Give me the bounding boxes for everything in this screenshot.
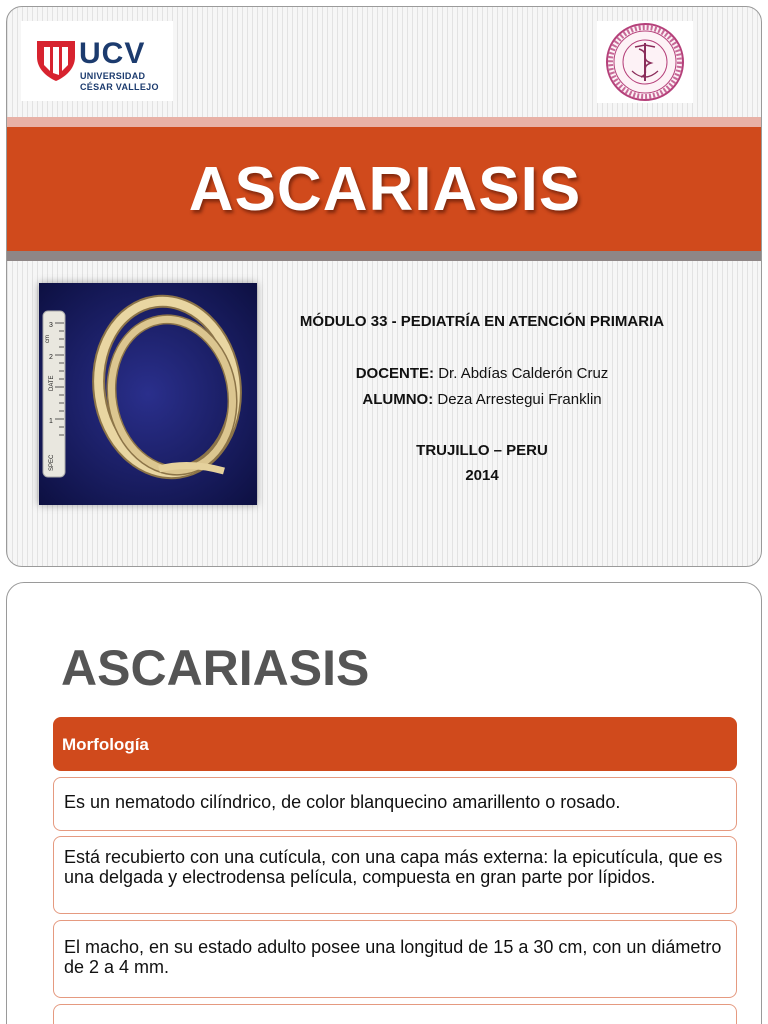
ucv-shield-icon [35,37,77,83]
ucv-university-line: UNIVERSIDAD [80,71,146,81]
ruler-number-3: 3 [49,322,53,329]
title-banner [7,127,762,251]
slide-title: ASCARIASIS [188,154,582,224]
ucv-name-line: CÉSAR VALLEJO [80,82,159,92]
year: 2014 [465,467,499,484]
list-item: Es un nematodo cilíndrico, de color blanquecino amarillento o rosado. [53,777,737,831]
alumno-value: Deza Arrestegui Franklin [437,391,602,408]
caduceus-seal-icon [599,21,691,103]
ruler-number-1: 1 [49,418,53,425]
pink-stripe [7,117,762,127]
docente-value: Dr. Abdías Calderón Cruz [438,365,609,382]
ruler-date-label: DATE [49,375,55,391]
content-title: ASCARIASIS [61,640,370,696]
docente-line [257,365,707,382]
list-item: Está recubierto con una cutícula, con una capa más externa: la epicutícula, que es una delgada y electrodensa película, compuesta en gran parte por lípidos. [53,836,737,914]
ruler-spec-label: SPEC [49,454,55,471]
ucv-letters: UCV [79,37,146,70]
section-header-morfologia: Morfología [53,717,737,771]
list-item-partial [53,1004,737,1024]
module-name: MÓDULO 33 - PEDIATRÍA EN ATENCIÓN PRIMARIA [299,313,665,330]
title-slide [6,6,762,567]
ucv-logo [21,21,173,101]
gray-stripe [7,251,762,261]
ascaris-worm-photo [39,283,257,505]
content-slide [6,582,762,1024]
alumno-label: ALUMNO: [362,391,434,408]
place: TRUJILLO – PERU [416,442,548,459]
ruler-number-2: 2 [49,354,53,361]
medical-seal-logo [597,21,693,103]
docente-label: DOCENTE: [355,365,435,382]
list-item: El macho, en su estado adulto posee una longitud de 15 a 30 cm, con un diámetro de 2 a 4 mm. [53,920,737,998]
alumno-line [257,391,707,408]
ruler-cm-label: cm [45,335,51,343]
